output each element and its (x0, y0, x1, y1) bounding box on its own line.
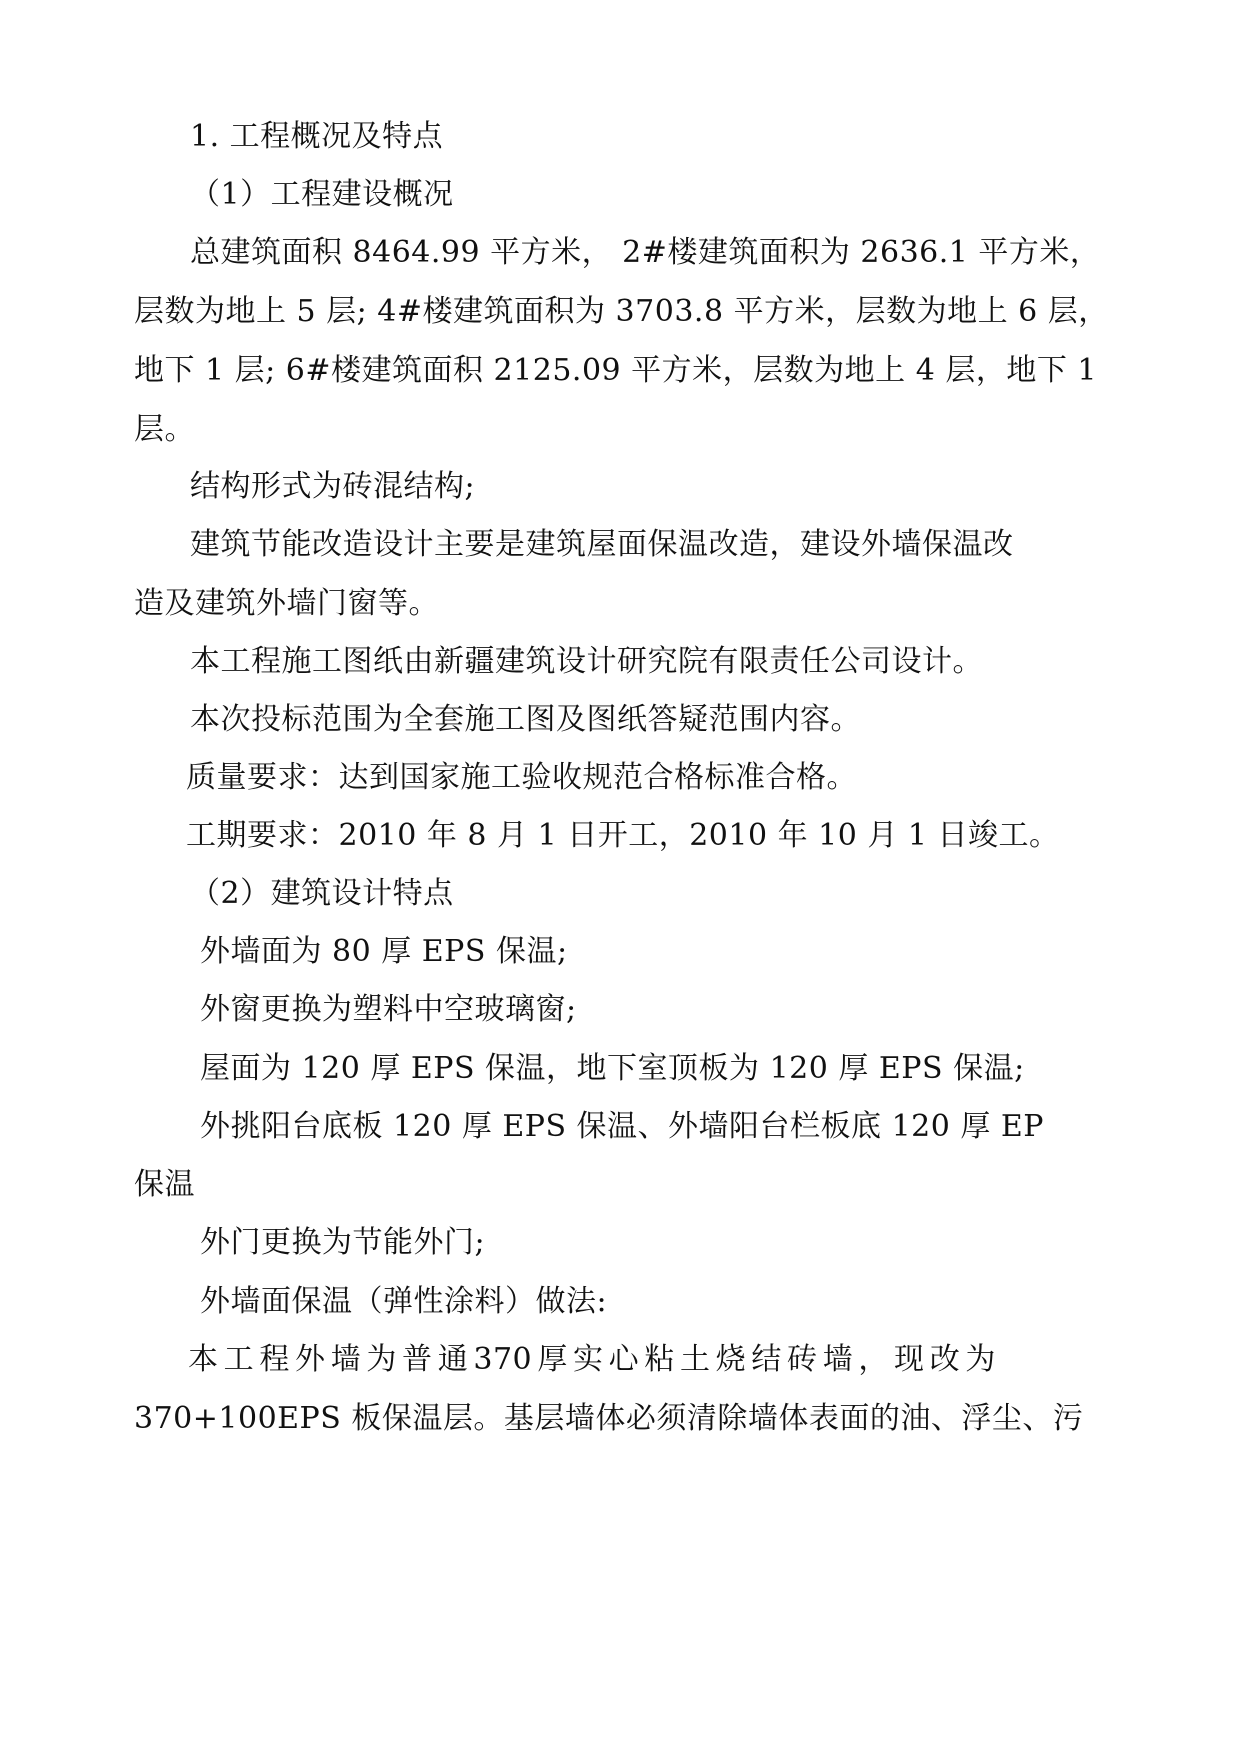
justified-glyph: 通 (437, 1342, 469, 1377)
structure-line: 结构形式为砖混结构; (190, 469, 476, 504)
area-paragraph-line: 地下 1 层; 6#楼建筑面积 2125.09 平方米，层数为地上 4 层，地下 1 (134, 353, 1097, 388)
justified-glyph: 普 (402, 1342, 433, 1377)
subsection-title: （2）建筑设计特点 (190, 876, 454, 911)
bid-scope-line: 本次投标范围为全套施工图及图纸答疑范围内容。 (190, 702, 861, 737)
justified-glyph: 心 (608, 1342, 640, 1377)
justified-glyph: 现 (894, 1342, 925, 1377)
section-heading: 1. 工程概况及特点 (190, 119, 444, 154)
justified-glyph: ， (858, 1342, 889, 1377)
area-paragraph-line: 层。 (134, 412, 195, 447)
justified-glyph: 为 (366, 1342, 397, 1377)
feature-line: 外门更换为节能外门; (200, 1225, 486, 1260)
justified-glyph: 外 (295, 1342, 326, 1377)
justified-glyph: 为 (965, 1342, 996, 1377)
justified-glyph: 墙 (330, 1342, 362, 1377)
quality-line: 质量要求：达到国家施工验收规范合格标准合格。 (186, 760, 857, 795)
feature-line: 保温 (134, 1167, 195, 1202)
final-paragraph-line: 370+100EPS 板保温层。基层墙体必须清除墙体表面的油、浮尘、污 (134, 1401, 1084, 1436)
energy-paragraph-line: 建筑节能改造设计主要是建筑屋面保温改造，建设外墙保温改 (190, 527, 1014, 562)
feature-line: 外挑阳台底板 120 厚 EPS 保温、外墙阳台栏板底 120 厚 EP (200, 1109, 1044, 1144)
final-paragraph-justified-line (188, 1340, 996, 1380)
justified-glyph: 烧 (715, 1342, 747, 1377)
justified-glyph: 砖 (787, 1342, 818, 1377)
feature-line: 外墙面为 80 厚 EPS 保温; (200, 934, 568, 969)
energy-paragraph-line: 造及建筑外墙门窗等。 (134, 586, 439, 621)
justified-glyph: 370 (473, 1342, 533, 1377)
justified-glyph: 程 (259, 1342, 290, 1377)
feature-line: 外墙面保温（弹性涂料）做法: (200, 1284, 608, 1319)
justified-glyph: 粘 (644, 1342, 675, 1377)
justified-glyph: 工 (223, 1342, 255, 1377)
area-paragraph-line: 层数为地上 5 层; 4#楼建筑面积为 3703.8 平方米，层数为地上 6 层， (134, 294, 1109, 329)
justified-glyph: 改 (929, 1342, 961, 1377)
design-unit-line: 本工程施工图纸由新疆建筑设计研究院有限责任公司设计。 (190, 644, 983, 679)
justified-glyph: 本 (188, 1342, 219, 1377)
feature-line: 外窗更换为塑料中空玻璃窗; (200, 992, 577, 1027)
feature-line: 屋面为 120 厚 EPS 保温，地下室顶板为 120 厚 EPS 保温; (200, 1051, 1025, 1086)
justified-glyph: 土 (680, 1342, 711, 1377)
justified-glyph: 墙 (822, 1342, 854, 1377)
justified-glyph: 厚 (537, 1342, 568, 1377)
subsection-title: （1）工程建设概况 (190, 177, 454, 212)
justified-glyph: 结 (751, 1342, 782, 1377)
schedule-line: 工期要求：2010 年 8 月 1 日开工，2010 年 10 月 1 日竣工。 (186, 818, 1060, 853)
justified-glyph: 实 (572, 1342, 604, 1377)
area-paragraph-line: 总建筑面积 8464.99 平方米， 2#楼建筑面积为 2636.1 平方米， (190, 235, 1101, 270)
